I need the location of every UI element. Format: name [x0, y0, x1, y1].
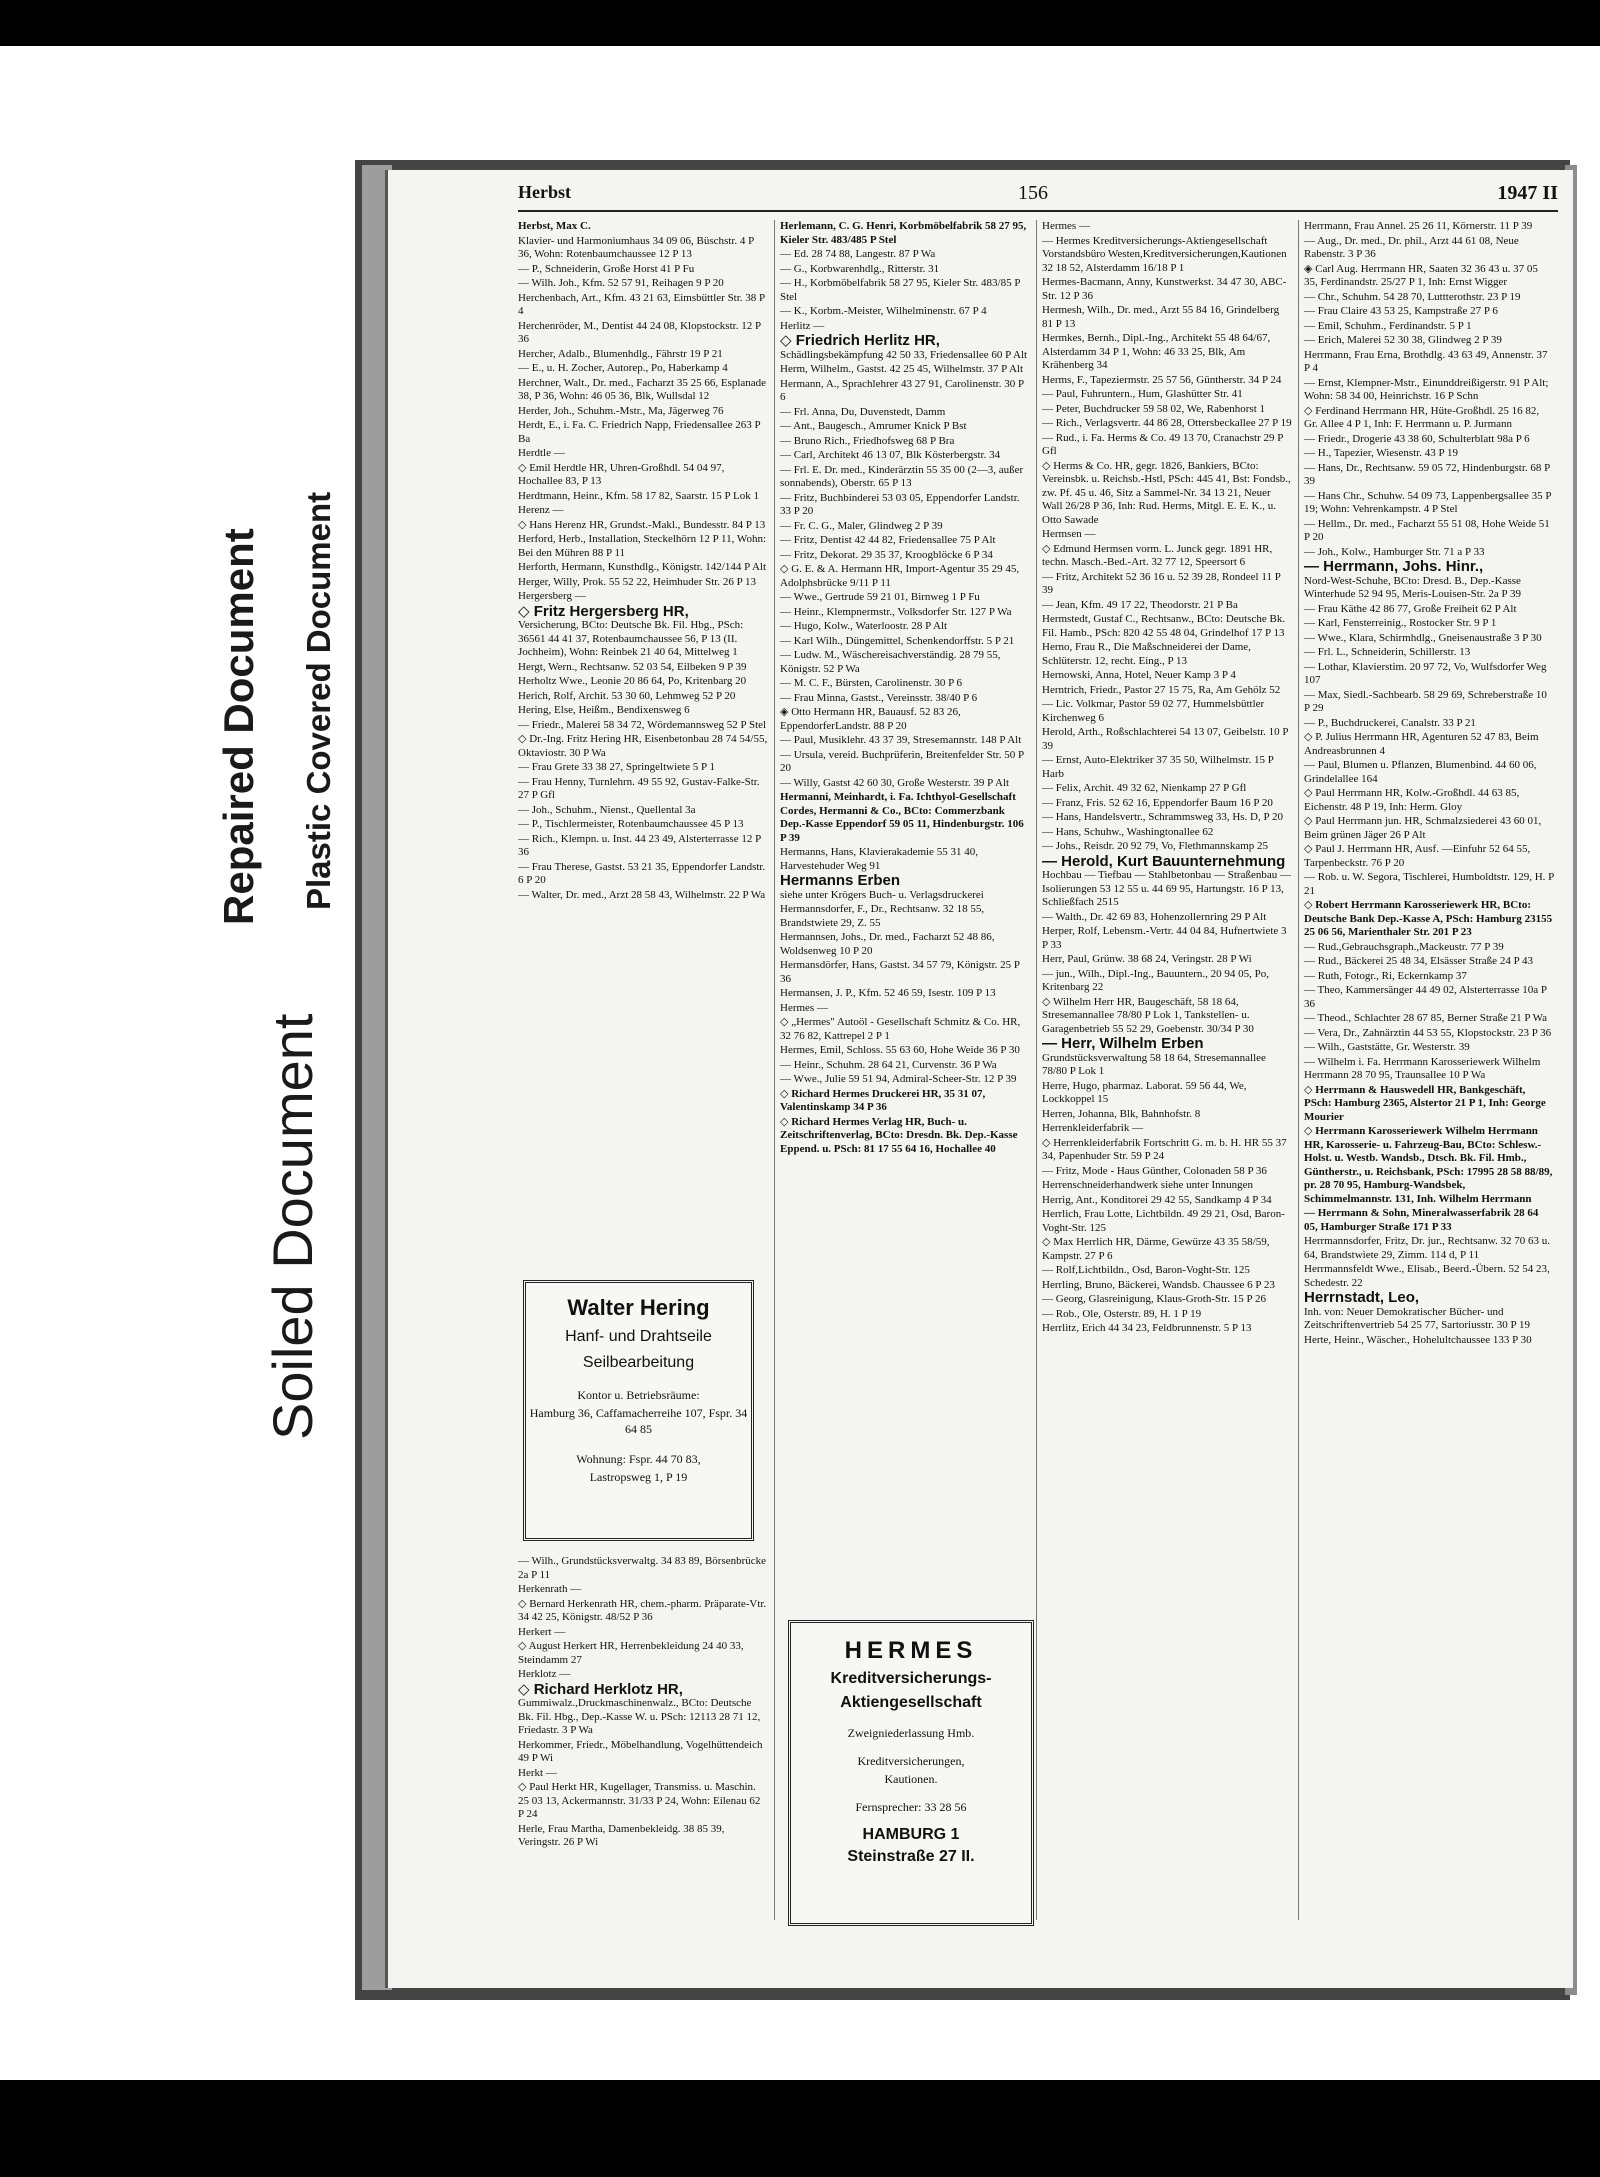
column-divider — [1036, 220, 1037, 1920]
directory-entry: Herchenröder, M., Dentist 44 24 08, Klopstockstr. 12 P 36 — [518, 319, 761, 345]
directory-entry: — Heinr., Schuhm. 28 64 21, Curvenstr. 36 P Wa — [780, 1058, 997, 1071]
directory-entry: ◈ Carl Aug. Herrmann HR, Saaten 32 36 43 u. 37 05 35, Ferdinandstr. 25/27 P 1, Inh: Ernst Wigger — [1304, 262, 1538, 288]
directory-entry: Herm, Wilhelm., Gastst. 42 25 45, Wilhelmstr. 37 P Alt — [780, 363, 1024, 375]
directory-entry: — Hans, Dr., Rechtsanw. 59 05 72, Hindenburgstr. 68 P 39 — [1304, 461, 1550, 487]
directory-entry: ◇ Herrenkleiderfabrik Fortschritt G. m. b. H. HR 55 37 34, Papenhuder Str. 59 P 24 — [1042, 1136, 1287, 1162]
advert-line: Aktiengesellschaft — [840, 1694, 982, 1711]
directory-entry: Hochbau — Tiefbau — Stahlbetonbau — Straßenbau — Isolierungen 53 12 55 u. 44 69 95, Hartungstr. 16 P 13, Schließfach 2515 — [1042, 869, 1291, 908]
directory-entry: Hermes — — [780, 1001, 828, 1014]
directory-entry: — P., Buchdruckerei, Canalstr. 33 P 21 — [1304, 716, 1476, 729]
directory-entry: Herdtle — — [518, 447, 565, 459]
directory-entry: — Erich, Malerei 52 30 38, Glindweg 2 P 39 — [1304, 334, 1502, 346]
column-4 — [1304, 220, 1554, 1348]
directory-entry: — Carl, Architekt 46 13 07, Blk Kösterbergstr. 34 — [780, 449, 1001, 461]
directory-entry: — Rob., Ole, Osterstr. 89, H. 1 P 19 — [1042, 1307, 1202, 1320]
directory-entry: Herrenschneiderhandwerk siehe unter Innungen — [1042, 1179, 1254, 1191]
directory-entry: — Ernst, Klempner-Mstr., Einunddreißigerstr. 91 P Alt; Wohn: 58 34 00, Heinrichstr. 16 P Schn — [1304, 376, 1549, 402]
directory-entry: Herre, Hugo, pharmaz. Laborat. 59 56 44, We, Lockkoppel 15 — [1042, 1079, 1247, 1105]
directory-entry: — Frl. E. Dr. med., Kinderärztin 55 35 00 (2—3, außer sonnabends), Oberstr. 65 P 13 — [780, 463, 1024, 489]
directory-entry: — Vera, Dr., Zahnärztin 44 53 55, Klopstockstr. 23 P 36 — [1304, 1026, 1552, 1039]
directory-entry: Hermes — — [1042, 220, 1090, 232]
directory-entry: ◇ Paul Herkt HR, Kugellager, Transmiss. u. Maschin. 25 03 13, Ackermannstr. 31/33 P 24, Wohn: Eilenau 62 P 24 — [518, 1781, 761, 1820]
directory-entry: Herrling, Bruno, Bäckerei, Wandsb. Chaussee 6 P 23 — [1042, 1278, 1275, 1291]
directory-entry: — Hermes Kreditversicherungs-Aktiengesellschaft Vorstandsbüro Westen,Kreditversicherungen,Kautionen 32 18 52, Alsterdamm 16/18 P 1 — [1042, 234, 1287, 274]
directory-entry: — Herrmann & Sohn, Mineralwasserfabrik 28 64 05, Hamburger Straße 171 P 33 — [1304, 1207, 1539, 1233]
directory-entry: — Herr, Wilhelm Erben — [1042, 1035, 1204, 1052]
directory-entry: Herlemann, C. G. Henri, Korbmöbelfabrik 58 27 95, Kieler Str. 483/485 P Stel — [780, 220, 1027, 246]
directory-entry: — Rich., Klempn. u. Inst. 44 23 49, Alsterterrasse 12 P 36 — [518, 832, 761, 858]
directory-entry: ◇ Richard Hermes Druckerei HR, 35 31 07, Valentinskamp 34 P 36 — [780, 1087, 986, 1113]
directory-entry: — Fritz, Buchbinderei 53 03 05, Eppendorfer Landstr. 33 P 20 — [780, 491, 1020, 517]
directory-entry: — Frl. L., Schneiderin, Schillerstr. 13 — [1304, 646, 1471, 658]
directory-entry: Grundstücksverwaltung 58 18 64, Stresemannallee 78/80 P Lok 1 — [1042, 1051, 1266, 1077]
directory-entry: — K., Korbm.-Meister, Wilhelminenstr. 67 P 4 — [780, 305, 987, 317]
directory-entry: Hernowski, Anna, Hotel, Neuer Kamp 3 P 4 — [1042, 669, 1236, 681]
advert-line: Kontor u. Betriebsräume: — [577, 1388, 700, 1402]
column-3 — [1042, 220, 1292, 1337]
directory-entry: — Paul, Blumen u. Pflanzen, Blumenbind. 44 60 06, Grindelallee 164 — [1304, 759, 1537, 785]
directory-entry: — Hellm., Dr. med., Facharzt 55 51 08, Hohe Weide 51 P 20 — [1304, 517, 1550, 543]
directory-entry: — Wwe., Julie 59 51 94, Admiral-Scheer-Str. 12 P 39 — [780, 1073, 1017, 1085]
advert-line: HAMBURG 1 — [862, 1826, 960, 1843]
directory-entry: — H., Korbmöbelfabrik 58 27 95, Kieler Str. 483/85 P Stel — [780, 277, 1021, 303]
directory-entry: Herkommer, Friedr., Möbelhandlung, Vogelhüttendeich 49 P Wi — [518, 1738, 763, 1764]
directory-entry: Herrmannsfeldt Wwe., Elisab., Beerd.-Übern. 52 54 23, Schedestr. 22 — [1304, 1263, 1550, 1289]
directory-entry: ◇ Max Herrlich HR, Därme, Gewürze 43 35 58/59, Kampstr. 27 P 6 — [1042, 1236, 1270, 1262]
directory-entry: Klavier- und Harmoniumhaus 34 09 06, Büschstr. 4 P 36, Wohn: Rotenbaumchaussee 12 P 13 — [518, 234, 754, 260]
directory-entry: — Rolf,Lichtbildn., Osd, Baron-Voght-Str. 125 — [1042, 1264, 1250, 1276]
directory-entry: Gummiwalz.,Druckmaschinenwalz., BCto: Deutsche Bk. Fil. Hbg., Dep.-Kasse W. u. PSch: 12113 28 71 12, Friedastr. 3 P Wa — [518, 1697, 761, 1736]
directory-entry: ◇ Fritz Hergersberg HR, — [518, 602, 689, 620]
directory-entry: ◇ Edmund Hermsen vorm. L. Junck gegr. 1891 HR, techn. Masch.-Bed.-Art. 32 77 12, Speersort 6 — [1042, 542, 1273, 568]
directory-entry: — Frau Henny, Turnlehrn. 49 55 92, Gustav-Falke-Str. 27 P Gfl — [518, 775, 760, 801]
directory-entry: — Hans, Handelsvertr., Schrammsweg 33, Hs. D, P 20 — [1042, 811, 1283, 823]
directory-entry: — Walter, Dr. med., Arzt 28 58 43, Wilhelmstr. 22 P Wa — [518, 888, 766, 901]
directory-entry: — Theod., Schlachter 28 67 85, Berner Straße 21 P Wa — [1304, 1012, 1547, 1024]
directory-entry: Herr, Paul, Grünw. 38 68 24, Veringstr. 28 P Wi — [1042, 953, 1252, 965]
directory-entry: Hercher, Adalb., Blumenhdlg., Fährstr 19 P 21 — [518, 347, 723, 360]
directory-entry: — Theo, Kammersänger 44 49 02, Alsterterrasse 10a P 36 — [1304, 984, 1547, 1010]
directory-entry: Herren, Johanna, Blk, Bahnhofstr. 8 — [1042, 1107, 1201, 1120]
directory-entry: Herchenbach, Art., Kfm. 43 21 63, Eimsbüttler Str. 38 P 4 — [518, 291, 765, 317]
directory-entry: ◇ Hans Herenz HR, Grundst.-Makl., Bundesstr. 84 P 13 — [518, 518, 766, 531]
directory-entry: — Fritz, Dekorat. 29 35 37, Kroogblöcke 6 P 34 — [780, 548, 993, 561]
directory-entry: — Karl, Fensterreinig., Rostocker Str. 9 P 1 — [1304, 617, 1497, 629]
directory-entry: Hermansen, J. P., Kfm. 52 46 59, Isestr. 109 P 13 — [780, 987, 996, 999]
directory-entry: — P., Schneiderin, Große Horst 41 P Fu — [518, 262, 695, 275]
directory-entry: ◇ Bernard Herkenrath HR, chem.-pharm. Präparate-Vtr. 34 42 25, Königstr. 48/52 P 36 — [518, 1597, 767, 1623]
directory-entry: ◇ G. E. & A. Hermann HR, Import-Agentur 35 29 45, Adolphsbrücke 9/11 P 11 — [780, 563, 1020, 589]
advert-line: Kautionen. — [884, 1772, 938, 1786]
directory-entry: — Joh., Kolw., Hamburger Str. 71 a P 33 — [1304, 545, 1485, 558]
directory-entry: — Wilh., Grundstücksverwaltg. 34 83 89, Börsenbrücke 2a P 11 — [518, 1555, 767, 1581]
advert-line: Fernsprecher: 33 28 56 — [855, 1800, 967, 1814]
directory-entry: — Chr., Schuhm. 54 28 70, Luttterothstr. 23 P 19 — [1304, 290, 1521, 303]
directory-entry: Hermanns, Hans, Klavierakademie 55 31 40, Harvestehuder Weg 91 — [780, 846, 978, 872]
advert-line: Steinstraße 27 II. — [847, 1848, 975, 1865]
column-1 — [518, 220, 768, 903]
directory-entry: Herold, Arth., Roßschlachterei 54 13 07, Geibelstr. 10 P 39 — [1042, 726, 1289, 752]
directory-entry: — Wwe., Klara, Schirmhdlg., Gneisenaustraße 3 P 30 — [1304, 631, 1542, 644]
column-divider — [1298, 220, 1299, 1920]
advert-line: Kreditversicherungen, — [857, 1754, 965, 1768]
directory-entry: — Johs., Reisdr. 20 92 79, Vo, Flethmannskamp 25 — [1042, 840, 1269, 852]
advert-line: Hanf- und Drahtseile — [565, 1328, 712, 1345]
advert-line: Hamburg 36, Caffamacherreihe 107, Fspr. 34 64 85 — [529, 1406, 748, 1436]
directory-entry: — Frl. Anna, Du, Duvenstedt, Damm — [780, 405, 946, 418]
directory-entry: — Herold, Kurt Bauunternehmung — [1042, 852, 1286, 870]
directory-entry: — Herrmann, Johs. Hinr., — [1304, 558, 1484, 575]
directory-entry: Herchner, Walt., Dr. med., Facharzt 35 25 66, Esplanade 38, P 36, Wohn: 46 05 36, Blk, Wullsdal 12 — [518, 376, 767, 402]
directory-entry: — Felix, Archit. 49 32 62, Nienkamp 27 P Gfl — [1042, 782, 1247, 794]
directory-entry: ◇ P. Julius Herrmann HR, Agenturen 52 47 83, Beim Andreasbrunnen 4 — [1304, 731, 1539, 757]
directory-entry: Herrmann, Frau Erna, Brothdlg. 43 63 49, Annenstr. 37 P 4 — [1304, 348, 1548, 374]
directory-entry: — Frau Grete 33 38 27, Springeltwiete 5 P 1 — [518, 761, 715, 773]
directory-entry: Herdtmann, Heinr., Kfm. 58 17 82, Saarstr. 15 P Lok 1 — [518, 489, 759, 502]
directory-entry: Hermannsen, Johs., Dr. med., Facharzt 52 48 86, Woldsenweg 10 P 20 — [780, 931, 995, 957]
directory-entry: Hergersberg — — [518, 590, 586, 602]
advert-walter-hering — [523, 1280, 754, 1541]
directory-entry: — Rud.,Gebrauchsgraph.,Mackeustr. 77 P 39 — [1304, 940, 1504, 953]
directory-entry: — jun., Wilh., Dipl.-Ing., Bauuntern., 20 94 05, Po, Kritenbarg 22 — [1042, 967, 1269, 993]
directory-entry: ◇ „Hermes" Autoöl - Gesellschaft Schmitz & Co. HR, 32 76 82, Kattrepel 2 P 1 — [780, 1016, 1021, 1042]
column-2 — [780, 220, 1030, 1157]
directory-entry: — Wilhelm i. Fa. Herrmann Karosseriewerk Wilhelm Herrmann 28 70 95, Traunsallee 10 P Wa — [1304, 1055, 1541, 1081]
directory-entry: — E., u. H. Zocher, Autorep., Po, Haberkamp 4 — [518, 362, 728, 374]
directory-entry: Herbst, Max C. — [518, 220, 591, 232]
directory-entry: — P., Tischlermeister, Rotenbaumchaussee 45 P 13 — [518, 818, 744, 830]
directory-entry: Hering, Else, Heißm., Bendixensweg 6 — [518, 704, 690, 716]
directory-entry: — Heinr., Klempnermstr., Volksdorfer Str. 127 P Wa — [780, 605, 1012, 618]
directory-entry: ◇ Herrmann Karosseriewerk Wilhelm Herrmann HR, Karosserie- u. Fahrzeug-Bau, BCto: Schlesw.-Holst. u. Westb. Wandsb., Dtsch. Bk. Fil. Hmb., Güntherstr., u. Reichsbank, PSch: 17995 28 58 88/89, pr. 28 70 95, Hamburg-Wandsbek, Schimmelmannstr. 131, Inh. Wilhelm Herrmann — [1304, 1125, 1553, 1205]
directory-entry: Herrig, Ant., Konditorei 29 42 55, Sandkamp 4 P 34 — [1042, 1193, 1272, 1206]
directory-entry: Versicherung, BCto: Deutsche Bk. Fil. Hbg., PSch: 36561 44 41 37, Rotenbaumchaussee 56, P 13 (II. Jochheim), Wohn: Reinbek 21 40 64, Mittelweg 1 — [518, 619, 744, 658]
label-plastic-covered-document: Plastic Covered Document — [300, 491, 337, 910]
directory-entry: — Fritz, Mode - Haus Günther, Colonaden 58 P 36 — [1042, 1164, 1267, 1177]
directory-entry: Schädlingsbekämpfung 42 50 33, Friedensallee 60 P Alt — [780, 348, 1028, 361]
directory-entry: — M. C. F., Bürsten, Carolinenstr. 30 P 6 — [780, 677, 963, 689]
directory-entry: ◇ Paul Herrmann HR, Kolw.-Großhdl. 44 63 85, Eichenstr. 48 P 19, Inh: Herm. Gloy — [1304, 787, 1520, 813]
directory-entry: — Frau Claire 43 53 25, Kampstraße 27 P 6 — [1304, 305, 1498, 317]
directory-entry: Herholtz Wwe., Leonie 20 86 64, Po, Kritenbarg 20 — [518, 675, 747, 687]
header-keyword: Herbst — [518, 182, 571, 202]
directory-entry: Herford, Herb., Installation, Steckelhörn 12 P 11, Wohn: Bei den Mühren 88 P 11 — [518, 533, 766, 559]
directory-entry: Herder, Joh., Schuhm.-Mstr., Ma, Jägerweg 76 — [518, 404, 724, 417]
directory-entry: Herrlich, Frau Lotte, Lichtbildn. 49 29 21, Osd, Baron-Voght-Str. 125 — [1042, 1208, 1285, 1234]
directory-entry: ◇ Herms & Co. HR, gegr. 1826, Bankiers, BCto: Vereinsbk. u. Reichsb.-Hstl, PSch: 445 41, Bst: Fondsb., zw. Pf. 45 u. 46, Sitz a Sammel-Nr. 34 13 21, Neuer Wall 26/28 P 36, Inh: Rud. Herms, Mitgl. E. E. K., u. Otto Sawade — [1042, 459, 1291, 526]
directory-entry: — Walth., Dr. 42 69 83, Hohenzollernring 29 P Alt — [1042, 910, 1267, 923]
advert-line: Kreditversicherungs- — [830, 1670, 992, 1687]
advert-line: Seilbearbeitung — [582, 1354, 695, 1371]
directory-entry: Nord-West-Schuhe, BCto: Dresd. B., Dep.-Kasse Winterhude 52 94 95, Meris-Louisen-Str. 2a P 39 — [1304, 574, 1521, 600]
directory-entry: Herrmannsdorfer, Fritz, Dr. jur., Rechtsanw. 32 70 63 u. 64, Brandstwiete 29, Zimm. 114 d, P 11 — [1304, 1235, 1550, 1261]
directory-entry: Herklotz — — [518, 1668, 571, 1680]
directory-entry: — Frau Käthe 42 86 77, Große Freiheit 62 P Alt — [1304, 602, 1517, 615]
directory-entry: Hermanni, Meinhardt, i. Fa. Ichthyol-Gesellschaft Cordes, Hermanni & Co., BCto: Commerzbank Dep.-Kasse Eppendorf 59 05 11, Hindenburgstr. 106 P 39 — [780, 791, 1024, 844]
advert-line: Wohnung: Fspr. 44 70 83, — [576, 1452, 701, 1466]
label-repaired-document: Repaired Document — [215, 528, 262, 925]
directory-entry: Hermes, Emil, Schloss. 55 63 60, Hohe Weide 36 P 30 — [780, 1044, 1020, 1056]
directory-entry: Hermstedt, Gustaf C., Rechtsanw., BCto: Deutsche Bk. Fil. Hamb., PSch: 820 42 55 48 04, Grindelhof 17 P 13 — [1042, 613, 1286, 639]
directory-entry: ◇ Emil Herdtle HR, Uhren-Großhdl. 54 04 97, Hochallee 83, P 13 — [518, 461, 725, 487]
directory-entry: — Franz, Fris. 52 62 16, Eppendorfer Baum 16 P 20 — [1042, 796, 1273, 809]
directory-entry: Hergt, Wern., Rechtsanw. 52 03 54, Eilbeken 9 P 39 — [518, 660, 747, 673]
bottom-scan-border — [0, 2080, 1600, 2177]
directory-entry: — Ernst, Auto-Elektriker 37 35 50, Wilhelmstr. 15 P Harb — [1042, 754, 1274, 780]
directory-entry: — Hans Chr., Schuhw. 54 09 73, Lappenbergsallee 35 P 19; Wohn: Vehrenkampstr. 4 P Stel — [1304, 489, 1552, 515]
directory-entry: Herforth, Hermann, Kunsthdlg., Königstr. 142/144 P Alt — [518, 561, 766, 573]
directory-entry: — Rud., Bäckerei 25 48 34, Elsässer Straße 24 P 43 — [1304, 955, 1534, 967]
directory-entry: — Ruth, Fotogr., Ri, Eckernkamp 37 — [1304, 969, 1467, 982]
advert-hermes — [788, 1620, 1034, 1926]
directory-entry: Herkt — — [518, 1766, 557, 1779]
directory-entry: Herno, Frau R., Die Maßschneiderei der Dame, Schlüterstr. 12, recht. Eing., P 13 — [1042, 641, 1251, 667]
directory-entry: — G., Korbwarenhdlg., Ritterstr. 31 — [780, 262, 940, 275]
directory-entry: — Max, Siedl.-Sachbearb. 58 29 69, Schreberstraße 10 P 29 — [1304, 688, 1547, 714]
advert-title: Walter Hering — [567, 1295, 710, 1320]
directory-entry: Herkert — — [518, 1625, 566, 1638]
header-year: 1947 II — [1497, 182, 1558, 204]
directory-entry: — Peter, Buchdrucker 59 58 02, We, Rabenhorst 1 — [1042, 402, 1266, 415]
directory-entry: Herenz — — [518, 504, 564, 516]
directory-entry: Hermsen — — [1042, 528, 1096, 540]
directory-entry: — Rud., i. Fa. Herms & Co. 49 13 70, Cranachstr 29 P Gfl — [1042, 431, 1283, 457]
directory-entry: Herrmann, Frau Annel. 25 26 11, Körnerstr. 11 P 39 — [1304, 220, 1533, 232]
directory-entry: Hermann, A., Sprachlehrer 43 27 91, Carolinenstr. 30 P 6 — [780, 377, 1024, 403]
directory-entry: — Rob. u. W. Segora, Tischlerei, Humboldtstr. 129, H. P 21 — [1304, 871, 1554, 897]
directory-entry: — Paul, Fuhruntern., Hum, Glashütter Str. 41 — [1042, 388, 1243, 400]
directory-entry: — H., Tapezier, Wiesenstr. 43 P 19 — [1304, 447, 1458, 459]
directory-entry: — Ludw. M., Wäschereisachverständig. 28 79 55, Königstr. 52 P Wa — [780, 649, 1001, 675]
directory-entry: — Fritz, Dentist 42 44 82, Friedensallee 75 P Alt — [780, 534, 996, 546]
directory-entry: — Hans, Schuhw., Washingtonallee 62 — [1042, 825, 1214, 838]
directory-entry: — Wwe., Gertrude 59 21 01, Birnweg 1 P Fu — [780, 591, 980, 603]
directory-entry: Hermansdörfer, Hans, Gastst. 34 57 79, Königstr. 25 P 36 — [780, 959, 1020, 985]
directory-entry: ◇ Dr.-Ing. Fritz Hering HR, Eisenbetonbau 28 74 54/55, Oktaviostr. 30 P Wa — [518, 733, 768, 759]
directory-entry: Herich, Rolf, Archit. 53 30 60, Lehmweg 52 P 20 — [518, 689, 736, 702]
directory-entry: Inh. von: Neuer Demokratischer Bücher- und Zeitschriftenvertrieb 54 25 77, Sartoriusstr. 30 P 19 — [1304, 1305, 1530, 1331]
directory-entry: Herper, Rolf, Lebensm.-Vertr. 44 04 84, Hufnertwiete 3 P 33 — [1042, 925, 1287, 951]
directory-entry: — Frau Minna, Gastst., Vereinsstr. 38/40 P 6 — [780, 691, 978, 704]
directory-entry: Herrenkleiderfabrik — — [1042, 1122, 1144, 1134]
directory-entry: ◇ Richard Herklotz HR, — [518, 1680, 683, 1698]
directory-entry: ◇ Ferdinand Herrmann HR, Hüte-Großhdl. 25 16 82, Gr. Allee 4 P 1, Inh: F. Herrmann u. P. Jurmann — [1304, 404, 1540, 430]
directory-entry: — Friedr., Malerei 58 34 72, Wördemannsweg 52 P Stel — [518, 718, 767, 731]
directory-entry: ◇ Paul J. Herrmann HR, Ausf. —Einfuhr 52 64 55, Tarpenbeckstr. 76 P 20 — [1304, 843, 1531, 869]
directory-entry: siehe unter Krögers Buch- u. Verlagsdruckerei — [780, 888, 984, 901]
directory-entry: — Bruno Rich., Friedhofsweg 68 P Bra — [780, 434, 955, 447]
directory-entry: — Jean, Kfm. 49 17 22, Theodorstr. 21 P Ba — [1042, 598, 1238, 611]
directory-entry: — Frau Therese, Gastst. 53 21 35, Eppendorfer Landstr. 6 P 20 — [518, 860, 766, 886]
directory-entry: Herntrich, Friedr., Pastor 27 15 75, Ra, Am Gehölz 52 — [1042, 683, 1281, 696]
directory-entry: ◇ Wilhelm Herr HR, Baugeschäft, 58 18 64, Stresemannallee 78/80 P Lok 1, Tankstellen- u. Garagenbetrieb 55 52 29, Goebenstr. 30/34 P 30 — [1042, 995, 1254, 1035]
directory-entry: Herkenrath — — [518, 1583, 582, 1595]
directory-page — [385, 170, 1573, 1988]
column-divider — [774, 220, 775, 1920]
directory-entry: ◈ Otto Hermann HR, Bauausf. 52 83 26, EppendorferLandstr. 88 P 20 — [780, 706, 961, 732]
label-soiled-document: Soiled Document — [261, 1013, 324, 1440]
page-header — [518, 182, 1558, 212]
directory-entry: — Emil, Schuhm., Ferdinandstr. 5 P 1 — [1304, 319, 1472, 332]
directory-entry: — Willy, Gastst 42 60 30, Große Westerstr. 39 P Alt — [780, 776, 1010, 789]
directory-entry: Herlitz — — [780, 319, 825, 332]
directory-entry: Hermannsdorfer, F., Dr., Rechtsanw. 32 18 55, Brandstwiete 29, Z. 55 — [780, 903, 985, 929]
directory-entry: Hermkes, Bernh., Dipl.-Ing., Architekt 55 48 64/67, Alsterdamm 34 P 1, Wohn: 46 33 25, Blk, Am Krähenberg 34 — [1042, 332, 1271, 371]
directory-entry: — Fr. C. G., Maler, Glindweg 2 P 39 — [780, 519, 943, 532]
directory-entry: Hermesh, Wilh., Dr. med., Arzt 55 84 16, Grindelberg 81 P 13 — [1042, 304, 1280, 330]
directory-entry: ◇ Herrmann & Hauswedell HR, Bankgeschäft, PSch: Hamburg 2365, Alstertor 21 P 1, Inh: George Mourier — [1304, 1083, 1546, 1123]
directory-entry: — Joh., Schuhm., Nienst., Quellental 3a — [518, 803, 696, 816]
directory-entry: Herms, F., Tapeziermstr. 25 57 56, Güntherstr. 34 P 24 — [1042, 373, 1282, 386]
directory-entry: ◇ Friedrich Herlitz HR, — [780, 332, 940, 349]
directory-entry: Herle, Frau Martha, Damenbekleidg. 38 85 39, Veringstr. 26 P Wi — [518, 1822, 725, 1848]
directory-entry: ◇ August Herkert HR, Herrenbekleidung 24 40 33, Steindamm 27 — [518, 1640, 744, 1666]
directory-entry: — Lic. Volkmar, Pastor 59 02 77, Hummelsbüttler Kirchenweg 6 — [1042, 698, 1265, 724]
top-scan-border — [0, 0, 1600, 46]
directory-entry: — Aug., Dr. med., Dr. phil., Arzt 44 61 08, Neue Rabenstr. 3 P 36 — [1304, 234, 1519, 260]
directory-entry: Herrlitz, Erich 44 34 23, Feldbrunnenstr. 5 P 13 — [1042, 1322, 1252, 1334]
directory-entry: — Rich., Verlagsvertr. 44 86 28, Ottersbeckallee 27 P 19 — [1042, 417, 1292, 429]
directory-entry: ◇ Robert Herrmann Karosseriewerk HR, BCto: Deutsche Bank Dep.-Kasse A, PSch: Hamburg 23155 25 06 56, Marienthaler Str. 201 P 23 — [1304, 899, 1553, 938]
directory-entry: Herrnstadt, Leo, — [1304, 1289, 1420, 1306]
directory-entry: — Georg, Glasreinigung, Klaus-Groth-Str. 15 P 26 — [1042, 1293, 1266, 1305]
directory-entry: — Ursula, vereid. Buchprüferin, Breitenfelder Str. 50 P 20 — [780, 748, 1024, 774]
directory-entry: — Friedr., Drogerie 43 38 60, Schulterblatt 98a P 6 — [1304, 432, 1530, 445]
directory-entry: ◇ Paul Herrmann jun. HR, Schmalzsiederei 43 60 01, Beim grünen Jäger 26 P Alt — [1304, 815, 1542, 841]
directory-entry: Herger, Willy, Prok. 55 52 22, Heimhuder Str. 26 P 13 — [518, 575, 757, 588]
directory-entry: Hermanns Erben — [780, 872, 901, 889]
directory-entry: — Wilh., Gaststätte, Gr. Westerstr. 39 — [1304, 1041, 1470, 1053]
directory-entry: ◇ Richard Hermes Verlag HR, Buch- u. Zeitschriftenverlag, BCto: Dresdn. Bk. Dep.-Kasse Eppend. u. PSch: 81 17 55 64 16, Hochallee 40 — [780, 1115, 1018, 1155]
directory-entry: — Ed. 28 74 88, Langestr. 87 P Wa — [780, 248, 936, 260]
directory-entry: — Hugo, Kolw., Waterloostr. 28 P Alt — [780, 620, 948, 632]
directory-entry: — Lothar, Klavierstim. 20 97 72, Vo, Wulfsdorfer Weg 107 — [1304, 660, 1547, 686]
column-1-lower — [518, 1555, 768, 1851]
directory-entry: — Karl Wilh., Düngemittel, Schenkendorffstr. 5 P 21 — [780, 634, 1015, 647]
directory-entry: Herdt, E., i. Fa. C. Friedrich Napp, Friedensallee 263 P Ba — [518, 419, 761, 445]
advert-title: HERMES — [844, 1637, 978, 1664]
directory-entry: — Wilh. Joh., Kfm. 52 57 91, Reihagen 9 P 20 — [518, 277, 724, 289]
directory-entry: — Paul, Musiklehr. 43 37 39, Stresemannstr. 148 P Alt — [780, 734, 1022, 746]
advert-line: Lastropsweg 1, P 19 — [589, 1470, 688, 1484]
advert-line: Zweigniederlassung Hmb. — [847, 1726, 975, 1740]
directory-entry: Hermes-Bacmann, Anny, Kunstwerkst. 34 47 30, ABC-Str. 12 P 36 — [1042, 276, 1287, 302]
page-number: 156 — [1018, 182, 1048, 204]
directory-entry: Herte, Heinr., Wäscher., Hohelultchaussee 133 P 30 — [1304, 1333, 1532, 1346]
directory-entry: — Ant., Baugesch., Amrumer Knick P Bst — [780, 420, 967, 432]
directory-entry: — Fritz, Architekt 52 36 16 u. 52 39 28, Rondeel 11 P 39 — [1042, 570, 1281, 596]
